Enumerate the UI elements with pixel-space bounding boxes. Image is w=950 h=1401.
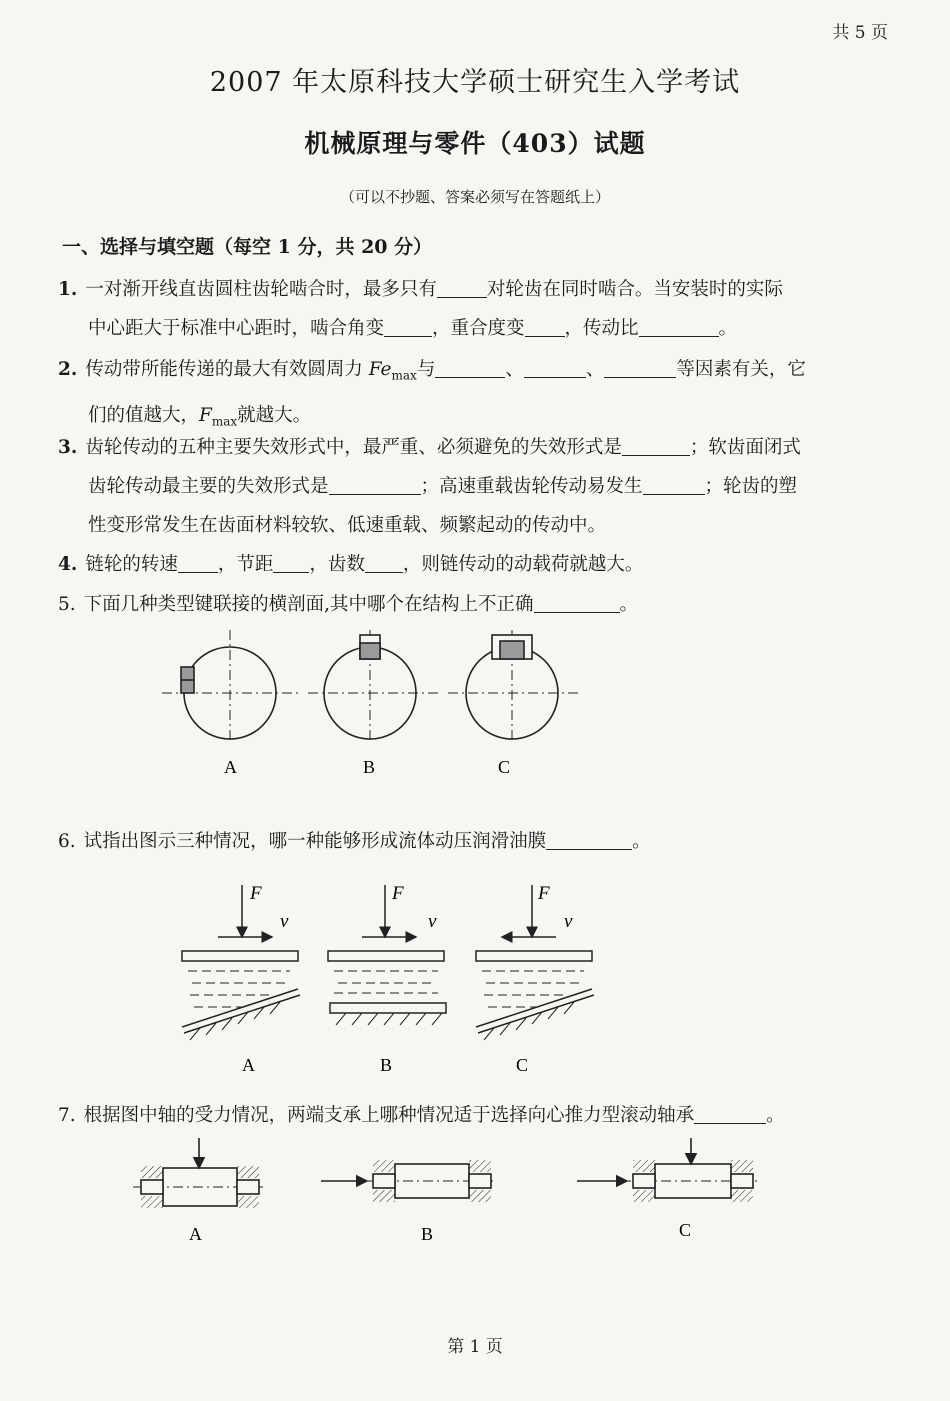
question-2: 2. 传动带所能传递的最大有效圆周力 $Fe_{max}$与 、 、 等因素有关，它 们的值越大，$F_{max}$就越大。	[58, 359, 806, 429]
question-3: 3. 齿轮传动的五种主要失效形式中，最严重、必须避免的失效形式是 ；软齿面闭式 齿轮传动最主要的失效形式是 ；高速重载齿轮传动易发生 ；轮齿的塑 性变形常发生在齿面材料较软、低速重载、频繁起动的传动中。	[58, 437, 801, 536]
question-number: 3.	[58, 437, 78, 458]
figure-label-c: C	[516, 1055, 529, 1075]
bearing-right-c	[731, 1174, 753, 1188]
bearing-figure	[125, 1138, 775, 1248]
bearing-left-c	[633, 1174, 655, 1188]
answer-blank	[622, 437, 690, 457]
bearing-right-b	[469, 1174, 491, 1188]
exam-note: （可以不抄题、答案必须写在答题纸上）	[339, 188, 610, 206]
force-label-a: F	[250, 883, 262, 904]
answer-blank	[546, 831, 632, 851]
bearing-left-a	[141, 1180, 163, 1194]
question-number: 1.	[58, 279, 78, 300]
question-4: 4. 链轮的转速 ，节距 ，齿数 ，则链传动的动载荷就越大。	[58, 554, 644, 575]
answer-blank	[639, 318, 719, 338]
question-number: 7.	[58, 1105, 76, 1126]
figure-label-c: C	[679, 1220, 692, 1240]
velocity-label-b: v	[428, 911, 437, 932]
question-number: 2.	[58, 359, 78, 380]
figure-label-c: C	[498, 757, 511, 777]
force-label-b: F	[392, 883, 404, 904]
figure-label-a: A	[224, 757, 237, 777]
answer-blank	[178, 554, 218, 574]
slider-plate-c	[476, 951, 592, 961]
total-pages: 共 5 页	[832, 23, 888, 43]
answer-blank	[384, 318, 432, 338]
answer-blank	[604, 359, 676, 379]
velocity-label-a: v	[280, 911, 289, 932]
answer-blank	[273, 554, 309, 574]
figure-label-b: B	[421, 1224, 434, 1244]
question-number: 6.	[58, 831, 76, 852]
question-1: 1. 一对渐开线直齿圆柱齿轮啮合时，最多只有 对轮齿在同时啮合。当安装时的实际 中心距大于标准中心距时，啮合角变 ，重合度变 ，传动比 。	[58, 279, 783, 339]
bearing-left-b	[373, 1174, 395, 1188]
force-label-c: F	[538, 883, 550, 904]
answer-blank	[524, 359, 586, 379]
answer-blank	[534, 594, 620, 614]
answer-blank	[525, 318, 565, 338]
exam-subject: 机械原理与零件（403）试题	[304, 129, 646, 158]
slider-plate-b	[328, 951, 444, 961]
question-number: 5.	[58, 594, 76, 615]
answer-blank	[643, 476, 705, 496]
lubrication-figure	[170, 875, 610, 1080]
answer-blank	[437, 279, 487, 299]
answer-blank	[694, 1105, 766, 1125]
question-7: 7. 根据图中轴的受力情况，两端支承上哪种情况适于选择向心推力型滚动轴承 。	[58, 1105, 785, 1126]
answer-blank	[365, 554, 403, 574]
figure-label-b: B	[363, 757, 376, 777]
section-heading: 一、选择与填空题（每空 1 分，共 20 分）	[62, 236, 433, 258]
question-6: 6. 试指出图示三种情况，哪一种能够形成流体动压润滑油膜 。	[58, 831, 651, 852]
figure-label-a: A	[189, 1224, 202, 1244]
question-number: 4.	[58, 554, 78, 575]
slider-plate-a	[182, 951, 298, 961]
velocity-label-c: v	[564, 911, 573, 932]
exam-title: 2007 年太原科技大学硕士研究生入学考试	[209, 67, 741, 98]
answer-blank	[329, 476, 421, 496]
question-5: 5. 下面几种类型键联接的横剖面,其中哪个在结构上不正确 。	[58, 594, 639, 615]
answer-blank	[435, 359, 505, 379]
key-section-figure	[150, 625, 590, 785]
figure-label-b: B	[380, 1055, 393, 1075]
figure-label-a: A	[242, 1055, 255, 1075]
page-number: 第 1 页	[447, 1337, 503, 1357]
bearing-right-a	[237, 1180, 259, 1194]
